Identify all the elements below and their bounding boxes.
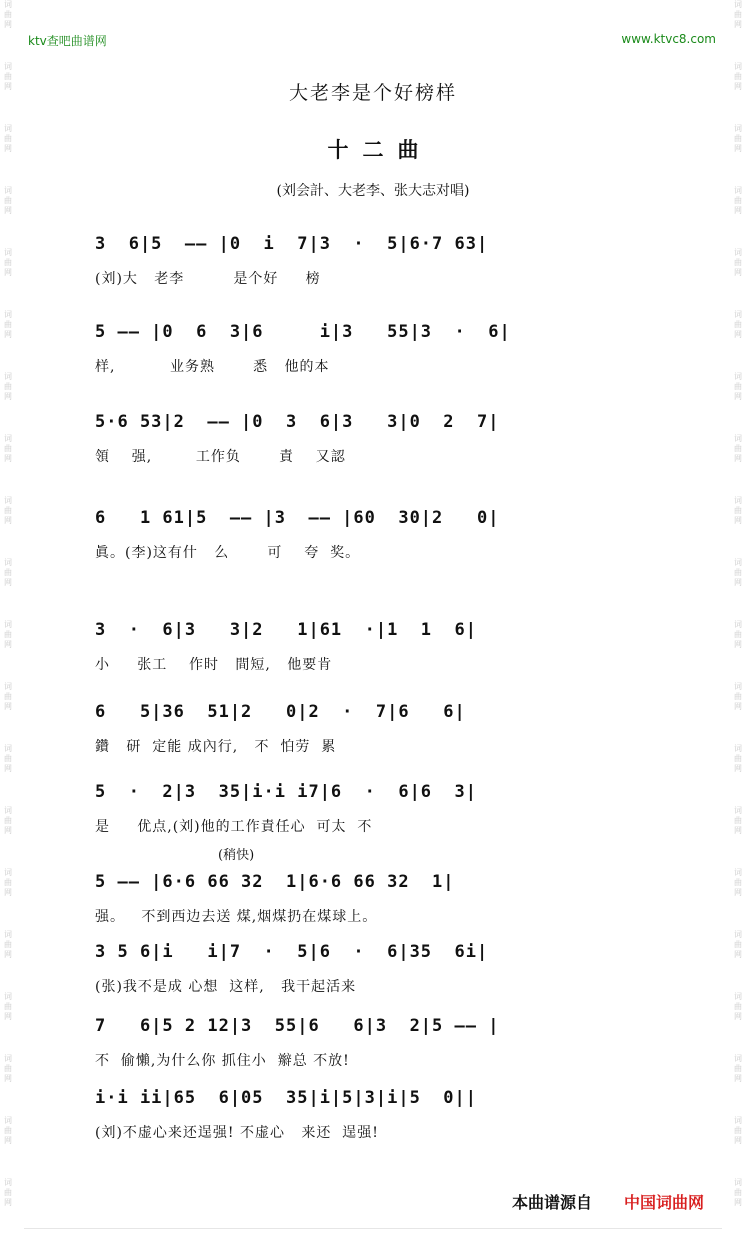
- watermark-glyph: 词: [734, 868, 742, 877]
- lyrics-line: 鑽 研 定能 成內行, 不 怕劳 累: [95, 739, 337, 755]
- watermark-gap: [0, 1146, 16, 1178]
- watermark-gap: [0, 402, 16, 434]
- watermark-glyph: 词: [734, 558, 742, 567]
- watermark-glyph: 曲: [4, 134, 12, 143]
- watermark-glyph: 曲: [734, 382, 742, 391]
- watermark-gap: [730, 216, 746, 248]
- song-subtitle: 十二曲: [327, 137, 433, 162]
- watermark-glyph: 网: [4, 330, 12, 339]
- watermark-gap: [730, 464, 746, 496]
- watermark-gap: [730, 588, 746, 620]
- notation-line: 6 1 61|5 —— |3 —— |60 30|2 0|: [95, 508, 500, 528]
- watermark-glyph: 词: [4, 496, 12, 505]
- watermark-glyph: 词: [4, 806, 12, 815]
- watermark-glyph: 网: [734, 1136, 742, 1145]
- score-system-3: [95, 412, 645, 492]
- watermark-glyph: 网: [4, 20, 12, 29]
- watermark-glyph: 词: [734, 744, 742, 753]
- watermark-glyph: 网: [734, 516, 742, 525]
- lyrics-line: (张)我不是成 心想 这样, 我干起活来: [95, 979, 357, 995]
- watermark-glyph: 网: [734, 20, 742, 29]
- score-system-1: [95, 234, 645, 314]
- watermark-glyph: 曲: [4, 196, 12, 205]
- watermark-gap: [730, 30, 746, 62]
- watermark-gap: [0, 1208, 16, 1240]
- lyrics-line: 样, 业务熟 悉 他的本: [95, 359, 330, 375]
- watermark-glyph: 曲: [734, 72, 742, 81]
- watermark-glyph: 网: [4, 888, 12, 897]
- watermark-glyph: 网: [4, 454, 12, 463]
- song-title: 大老李是个好榜样: [288, 82, 457, 104]
- watermark-glyph: 曲: [4, 72, 12, 81]
- watermark-gap: [730, 1022, 746, 1054]
- score-system-6: [95, 702, 645, 782]
- watermark-glyph: 词: [4, 0, 12, 9]
- watermark-glyph: 曲: [4, 1064, 12, 1073]
- notation-line: 7 6|5 2 12|3 55|6 6|3 2|5 —— |: [95, 1016, 500, 1036]
- watermark-glyph: 曲: [734, 444, 742, 453]
- watermark-gap: [730, 1208, 746, 1240]
- watermark-glyph: 词: [4, 868, 12, 877]
- score-system-9: [95, 942, 645, 1022]
- score-system-10: [95, 1016, 645, 1096]
- watermark-glyph: 曲: [734, 754, 742, 763]
- watermark-gap: [0, 216, 16, 248]
- watermark-glyph: 网: [734, 454, 742, 463]
- watermark-glyph: 词: [4, 248, 12, 257]
- watermark-glyph: 网: [734, 1198, 742, 1207]
- watermark-glyph: 曲: [4, 506, 12, 515]
- watermark-glyph: 词: [4, 620, 12, 629]
- watermark-glyph: 网: [734, 640, 742, 649]
- header-site-url[interactable]: www.ktvc8.com: [621, 32, 716, 46]
- watermark-glyph: 网: [734, 888, 742, 897]
- watermark-glyph: 曲: [4, 940, 12, 949]
- watermark-glyph: 网: [4, 392, 12, 401]
- watermark-glyph: 词: [4, 992, 12, 1001]
- watermark-glyph: 词: [734, 372, 742, 381]
- watermark-gap: [0, 464, 16, 496]
- score-system-8: [95, 872, 645, 952]
- watermark-glyph: 词: [734, 620, 742, 629]
- watermark-glyph: 词: [4, 372, 12, 381]
- score-system-11: [95, 1088, 645, 1168]
- watermark-glyph: 曲: [734, 1064, 742, 1073]
- watermark-glyph: 网: [734, 330, 742, 339]
- lyrics-line: 眞。(李)这有什 么 可 夸 奖。: [95, 545, 361, 561]
- notation-line: 3 6|5 —— |0 i 7|3 · 5|6·7 63|: [95, 234, 489, 254]
- watermark-glyph: 曲: [4, 754, 12, 763]
- watermark-glyph: 网: [4, 1012, 12, 1021]
- watermark-glyph: 曲: [734, 1126, 742, 1135]
- lyrics-line: 領 强, 工作负 責 又認: [95, 449, 346, 465]
- watermark-glyph: 网: [734, 268, 742, 277]
- watermark-glyph: 词: [734, 434, 742, 443]
- watermark-gap: [0, 588, 16, 620]
- watermark-gap: [0, 774, 16, 806]
- watermark-glyph: 曲: [4, 816, 12, 825]
- watermark-glyph: 词: [4, 186, 12, 195]
- watermark-gap: [0, 960, 16, 992]
- tempo-mark: (稍快): [218, 848, 255, 863]
- watermark-gap: [730, 526, 746, 558]
- watermark-glyph: 曲: [734, 320, 742, 329]
- bottom-divider: [24, 1228, 722, 1229]
- watermark-gap: [730, 774, 746, 806]
- watermark-gap: [730, 960, 746, 992]
- watermark-glyph: 曲: [4, 258, 12, 267]
- watermark-glyph: 曲: [734, 568, 742, 577]
- watermark-glyph: 词: [4, 1178, 12, 1187]
- watermark-glyph: 网: [734, 578, 742, 587]
- watermark-glyph: 词: [4, 310, 12, 319]
- watermark-gap: [730, 402, 746, 434]
- watermark-gap: [730, 712, 746, 744]
- watermark-glyph: 曲: [4, 444, 12, 453]
- watermark-glyph: 词: [734, 310, 742, 319]
- watermark-gap: [0, 278, 16, 310]
- watermark-glyph: 曲: [4, 1126, 12, 1135]
- watermark-gap: [0, 712, 16, 744]
- watermark-gap: [730, 898, 746, 930]
- watermark-gap: [730, 1084, 746, 1116]
- performers-note: (刘会計、大老李、张大志对唱): [276, 183, 470, 199]
- source-site-link[interactable]: 中国词曲网: [624, 1193, 705, 1212]
- watermark-glyph: 网: [734, 392, 742, 401]
- lyrics-line: 小 张工 作时 間短, 他要肯: [95, 657, 333, 673]
- watermark-glyph: 曲: [734, 196, 742, 205]
- lyrics-line: (刘)不虚心来还逞强! 不虚心 来还 逞强!: [95, 1125, 379, 1141]
- watermark-glyph: 网: [4, 826, 12, 835]
- watermark-glyph: 曲: [734, 1002, 742, 1011]
- watermark-glyph: 网: [4, 516, 12, 525]
- watermark-gap: [0, 526, 16, 558]
- watermark-glyph: 曲: [734, 134, 742, 143]
- lyrics-line: 不 偷懶,为什么你 抓住小 辮总 不放!: [95, 1053, 350, 1069]
- watermark-glyph: 曲: [4, 1002, 12, 1011]
- watermark-glyph: 曲: [4, 878, 12, 887]
- watermark-gap: [0, 30, 16, 62]
- watermark-glyph: 网: [4, 1136, 12, 1145]
- score-system-4: [95, 508, 645, 588]
- watermark-glyph: 词: [4, 124, 12, 133]
- watermark-glyph: 网: [734, 1012, 742, 1021]
- watermark-glyph: 曲: [734, 692, 742, 701]
- watermark-glyph: 曲: [4, 630, 12, 639]
- watermark-glyph: 曲: [4, 10, 12, 19]
- watermark-glyph: 词: [4, 1116, 12, 1125]
- watermark-glyph: 词: [4, 558, 12, 567]
- watermark-gap: [730, 650, 746, 682]
- watermark-gap: [0, 340, 16, 372]
- watermark-glyph: 网: [4, 1198, 12, 1207]
- watermark-gap: [0, 1022, 16, 1054]
- watermark-glyph: 曲: [4, 692, 12, 701]
- watermark-glyph: 网: [4, 268, 12, 277]
- watermark-glyph: 网: [4, 640, 12, 649]
- watermark-glyph: 词: [734, 248, 742, 257]
- watermark-glyph: 网: [4, 1074, 12, 1083]
- header-site-name[interactable]: ktv查吧曲谱网: [28, 34, 107, 48]
- watermark-glyph: 曲: [734, 878, 742, 887]
- watermark-glyph: 词: [4, 930, 12, 939]
- watermark-glyph: 曲: [734, 940, 742, 949]
- watermark-glyph: 网: [734, 702, 742, 711]
- notation-line: 5 —— |6·6 66 32 1|6·6 66 32 1|: [95, 872, 455, 892]
- watermark-glyph: 网: [4, 82, 12, 91]
- watermark-gap: [0, 650, 16, 682]
- watermark-glyph: 曲: [734, 1188, 742, 1197]
- notation-line: 5·6 53|2 —— |0 3 6|3 3|0 2 7|: [95, 412, 500, 432]
- watermark-glyph: 网: [734, 950, 742, 959]
- watermark-glyph: 网: [4, 702, 12, 711]
- watermark-glyph: 词: [734, 62, 742, 71]
- watermark-glyph: 词: [4, 434, 12, 443]
- watermark-glyph: 词: [734, 496, 742, 505]
- watermark-glyph: 曲: [734, 10, 742, 19]
- watermark-glyph: 词: [734, 682, 742, 691]
- notation-line: 5 —— |0 6 3|6 i|3 55|3 · 6|: [95, 322, 511, 342]
- watermark-glyph: 曲: [734, 630, 742, 639]
- watermark-glyph: 词: [734, 0, 742, 9]
- watermark-glyph: 词: [4, 1054, 12, 1063]
- watermark-glyph: 网: [4, 206, 12, 215]
- watermark-glyph: 网: [4, 764, 12, 773]
- lyrics-line: 是 优点,(刘)他的工作責任心 可太 不: [95, 819, 373, 835]
- watermark-gap: [730, 1146, 746, 1178]
- watermark-glyph: 词: [734, 186, 742, 195]
- watermark-gap: [0, 898, 16, 930]
- watermark-glyph: 网: [4, 578, 12, 587]
- score-system-2: [95, 322, 645, 402]
- score-system-5: [95, 620, 645, 700]
- watermark-gap: [0, 1084, 16, 1116]
- watermark-glyph: 词: [734, 1054, 742, 1063]
- notation-line: 3 5 6|i i|7 · 5|6 · 6|35 6i|: [95, 942, 489, 962]
- watermark-glyph: 词: [734, 1178, 742, 1187]
- watermark-glyph: 词: [4, 682, 12, 691]
- watermark-glyph: 曲: [4, 320, 12, 329]
- watermark-glyph: 网: [734, 82, 742, 91]
- watermark-glyph: 词: [734, 930, 742, 939]
- watermark-gap: [730, 278, 746, 310]
- watermark-glyph: 曲: [734, 816, 742, 825]
- notation-line: 6 5|36 51|2 0|2 · 7|6 6|: [95, 702, 466, 722]
- watermark-gap: [730, 836, 746, 868]
- lyrics-line: (刘)大 老李 是个好 榜: [95, 271, 321, 287]
- watermark-glyph: 网: [734, 206, 742, 215]
- watermark-glyph: 词: [734, 1116, 742, 1125]
- watermark-glyph: 词: [734, 806, 742, 815]
- watermark-glyph: 曲: [734, 506, 742, 515]
- watermark-glyph: 网: [734, 144, 742, 153]
- watermark-glyph: 曲: [734, 258, 742, 267]
- watermark-gap: [0, 836, 16, 868]
- notation-line: 5 · 2|3 35|i·i i7|6 · 6|6 3|: [95, 782, 477, 802]
- watermark-glyph: 曲: [4, 1188, 12, 1197]
- watermark-glyph: 词: [734, 992, 742, 1001]
- watermark-glyph: 网: [4, 144, 12, 153]
- watermark-glyph: 词: [4, 62, 12, 71]
- watermark-glyph: 词: [4, 744, 12, 753]
- watermark-glyph: 网: [734, 764, 742, 773]
- watermark-glyph: 曲: [4, 568, 12, 577]
- watermark-glyph: 网: [4, 950, 12, 959]
- watermark-glyph: 词: [734, 124, 742, 133]
- lyrics-line: 强。 不到西边去送 煤,烟煤扔在煤球上。: [95, 909, 378, 925]
- watermark-glyph: 网: [734, 826, 742, 835]
- source-label: 本曲谱源自: [512, 1193, 593, 1212]
- notation-line: i·i ii|65 6|05 35|i|5|3|i|5 0||: [95, 1088, 477, 1108]
- watermark-glyph: 网: [734, 1074, 742, 1083]
- notation-line: 3 · 6|3 3|2 1|61 ·|1 1 6|: [95, 620, 477, 640]
- watermark-glyph: 曲: [4, 382, 12, 391]
- score-system-7: [95, 782, 645, 862]
- watermark-gap: [730, 340, 746, 372]
